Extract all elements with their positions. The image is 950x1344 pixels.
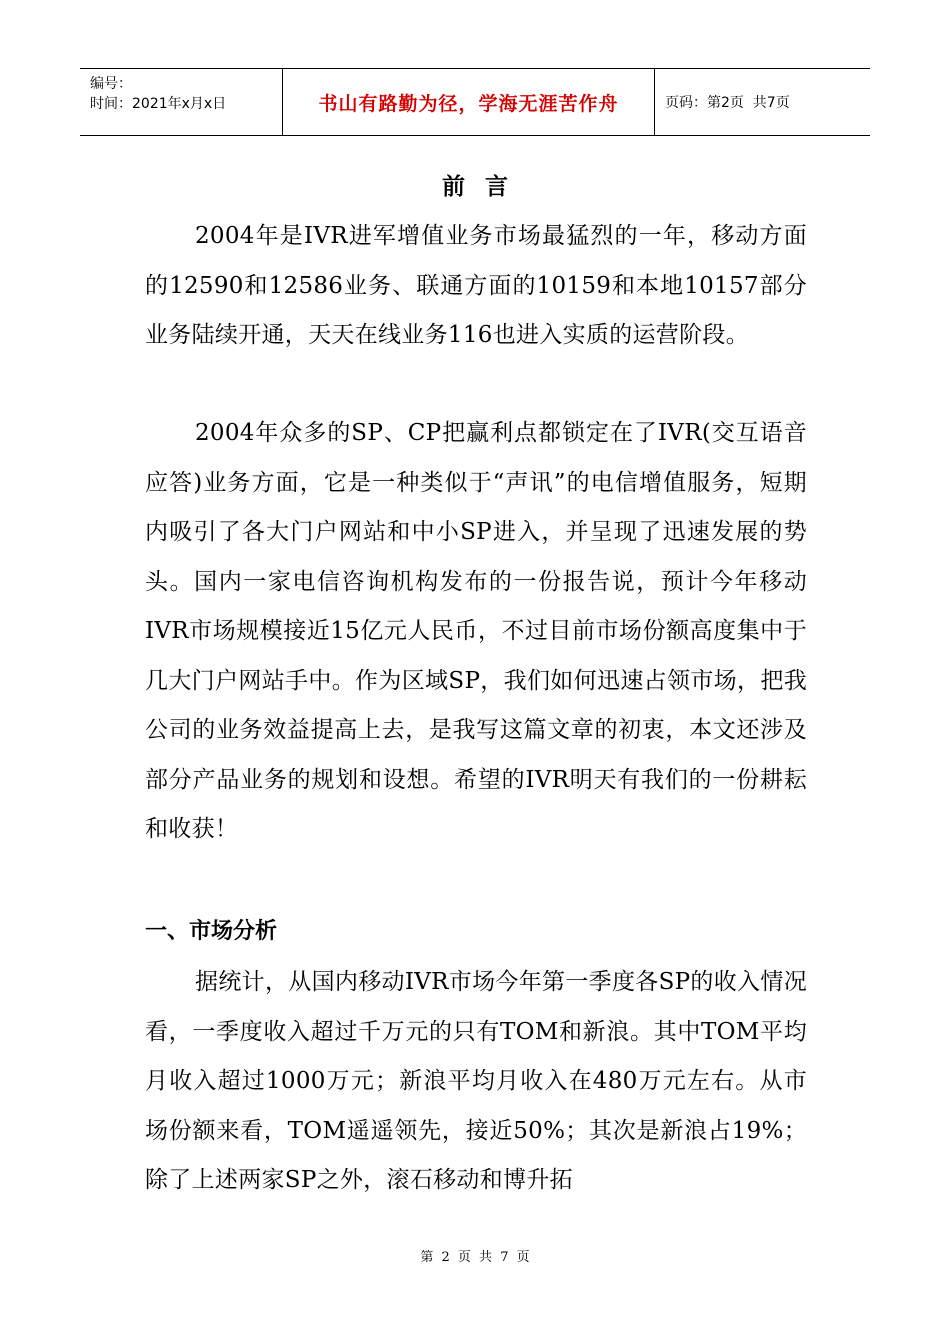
motto-text: 书山有路勤为径，学海无涯苦作舟 <box>318 92 619 115</box>
intro-paragraph-2: 2004年众多的SP、CP把赢利点都锁定在了IVR(交互语音应答)业务方面，它是一种类似于“声讯”的电信增值服务，短期内吸引了各大门户网站和中小SP进入，并呈现了迅速发展的势头。国内一家电信咨询机构发布的一份报告说，预计今年移动IVR市场规模接近15亿元人民币，不过目前市场份额高度集中于几大门户网站手中。作为区域SP，我们如何迅速占领市场，把我公司的业务效益提高上去，是我写这篇文章的初衷，本文还涉及部分产品业务的规划和设想。希望的IVR明天有我们的一份耕耘和收获！ <box>145 420 807 842</box>
section-heading-market-analysis: 一、市场分析 <box>145 919 278 944</box>
intro-paragraph-1: 2004年是IVR进军增值业务市场最猛烈的一年，移动方面的12590和12586业务、联通方面的10159和本地10157部分业务陆续开通，天天在线业务116也进入实质的运营阶段。 <box>145 223 807 348</box>
page-info: 页码：第2页 共7页 <box>665 95 790 111</box>
header-meta <box>80 69 282 135</box>
document-title: 前言 <box>442 174 528 200</box>
header-page-cell <box>655 69 870 135</box>
section1-paragraph: 据统计，从国内移动IVR市场今年第一季度各SP的收入情况看，一季度收入超过千万元的只有TOM和新浪。其中TOM平均月收入超过1000万元；新浪平均月收入在480万元左右。从市场份额来看，TOM遥遥领先，接近50%；其次是新浪占19%；除了上述两家SP之外，滚石移动和博升拓 <box>145 969 807 1193</box>
header-motto-cell <box>282 69 655 135</box>
time-label: 时间：2021年x月x日 <box>90 96 227 112</box>
page-header <box>80 68 870 136</box>
serial-label: 编号： <box>90 76 132 92</box>
page-footer: 第 2 页 共 7 页 <box>420 1250 530 1265</box>
